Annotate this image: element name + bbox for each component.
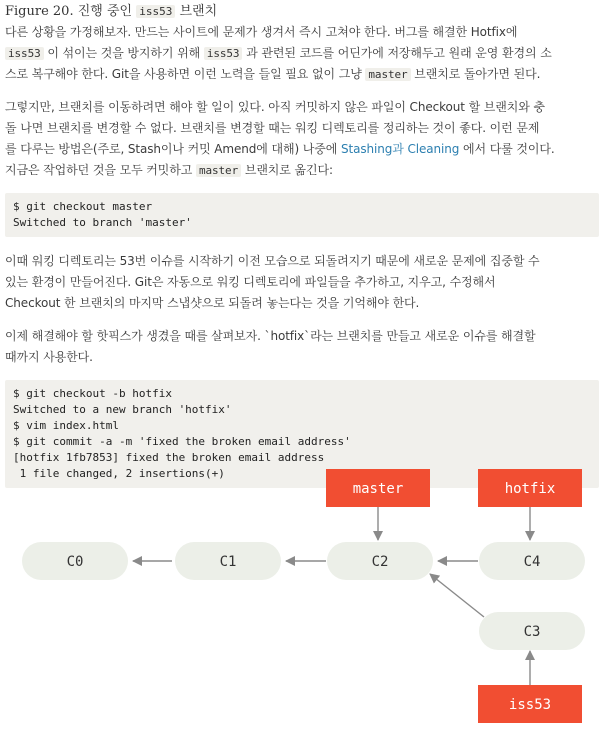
caption-code: iss53	[136, 5, 175, 18]
caption-prefix: Figure 20. 진행 중인	[5, 4, 137, 19]
para2-line-3b: 에서 다룰 것이다.	[459, 142, 555, 156]
branch-master-label: master	[352, 481, 404, 497]
para2-code-master: master	[196, 164, 241, 177]
branch-hotfix-label: hotfix	[504, 481, 556, 497]
branch-iss53	[478, 685, 582, 723]
paragraph-4	[5, 326, 599, 368]
para4-line-1: 이제 해결해야 할 핫픽스가 생겼을 때를 살펴보자. `hotfix`라는 브랜치를 만들고 새로운 이슈를 해결할	[5, 329, 536, 343]
para3-line-2: 있는 환경이 만들어진다. Git은 자동으로 워킹 디렉토리에 파일들을 추가하고, 지우고, 수정해서	[5, 275, 496, 289]
commit-c1-label: C1	[219, 554, 237, 570]
para1-text-1: 다른 상황을 가정해보자. 만드는 사이트에 문제가 생겨서 즉시 고쳐야 한다. 버그를 해결한 Hotfix에	[5, 25, 518, 39]
figure-caption	[5, 2, 599, 22]
para2-line-1: 그렇지만, 브랜치를 이동하려면 해야 할 일이 있다. 아직 커밋하지 않은 파일이 Checkout 할 브랜치와 충	[5, 100, 545, 114]
para2-line-4b: 브랜치로 옮긴다:	[241, 163, 333, 177]
arrow-c3-c2	[430, 574, 484, 617]
para1-text-2: 이 섞이는 것을 방지하기 위해	[43, 46, 204, 60]
para1-code-iss53: iss53	[5, 47, 44, 60]
code-block-checkout-master: $ git checkout master Switched to branch 'master'	[5, 193, 599, 237]
para4-line-2: 때까지 사용한다.	[5, 350, 93, 364]
paragraph-2	[5, 97, 599, 181]
para1-text-5: 브랜치로 돌아가면 된다.	[410, 67, 541, 81]
branch-hotfix	[478, 469, 582, 507]
commit-c4-label: C4	[523, 554, 541, 570]
para1-text-4: 스로 복구해야 한다. Git을 사용하면 이런 노력을 들일 필요 없이 그냥	[5, 67, 366, 81]
para2-line-4a: 지금은 작업하던 것을 모두 커밋하고	[5, 163, 196, 177]
code-block-hotfix: $ git checkout -b hotfix Switched to a new branch 'hotfix' $ vim index.html $ git commit -a -m 'fixed the broken email address' [hotfix 1fb7853] fixed the broken email address 1 file changed, 2 insertions(+)	[5, 380, 599, 488]
commit-c3	[479, 612, 585, 650]
para1-code-master: master	[365, 68, 410, 81]
paragraph-3	[5, 251, 599, 314]
caption-suffix: 브랜치	[175, 4, 218, 19]
commit-c0	[22, 542, 128, 580]
commit-c0-label: C0	[66, 554, 84, 570]
commit-c1	[175, 542, 281, 580]
para2-line-3a: 를 다루는 방법은(주로, Stash이나 커밋 Amend에 대해) 나중에	[5, 142, 341, 156]
para2-line-2: 돌 나면 브랜치를 변경할 수 없다. 브랜치를 변경할 때는 워킹 디렉토리를 정리하는 것이 좋다. 이런 문제	[5, 121, 540, 135]
branch-diagram	[0, 449, 602, 729]
commit-c2-label: C2	[371, 554, 389, 570]
para3-line-1: 이때 워킹 디렉토리는 53번 이슈를 시작하기 이전 모습으로 되돌려지기 때문에 새로운 문제에 집중할 수	[5, 254, 540, 268]
commit-c3-label: C3	[523, 624, 541, 640]
commit-c2	[327, 542, 433, 580]
commit-c4	[479, 542, 585, 580]
para3-line-3: Checkout 한 브랜치의 마지막 스냅샷으로 되돌려 놓는다는 것을 기억해야 한다.	[5, 296, 420, 310]
para1-code-iss53-2: iss53	[204, 47, 243, 60]
stashing-cleaning-link[interactable]: Stashing과 Cleaning	[340, 142, 460, 156]
branch-master	[326, 469, 430, 507]
para1-text-3: 과 관련된 코드를 어딘가에 저장해두고 원래 운영 환경의 소	[242, 46, 552, 60]
paragraph-1	[5, 22, 599, 85]
branch-iss53-label: iss53	[508, 697, 552, 713]
